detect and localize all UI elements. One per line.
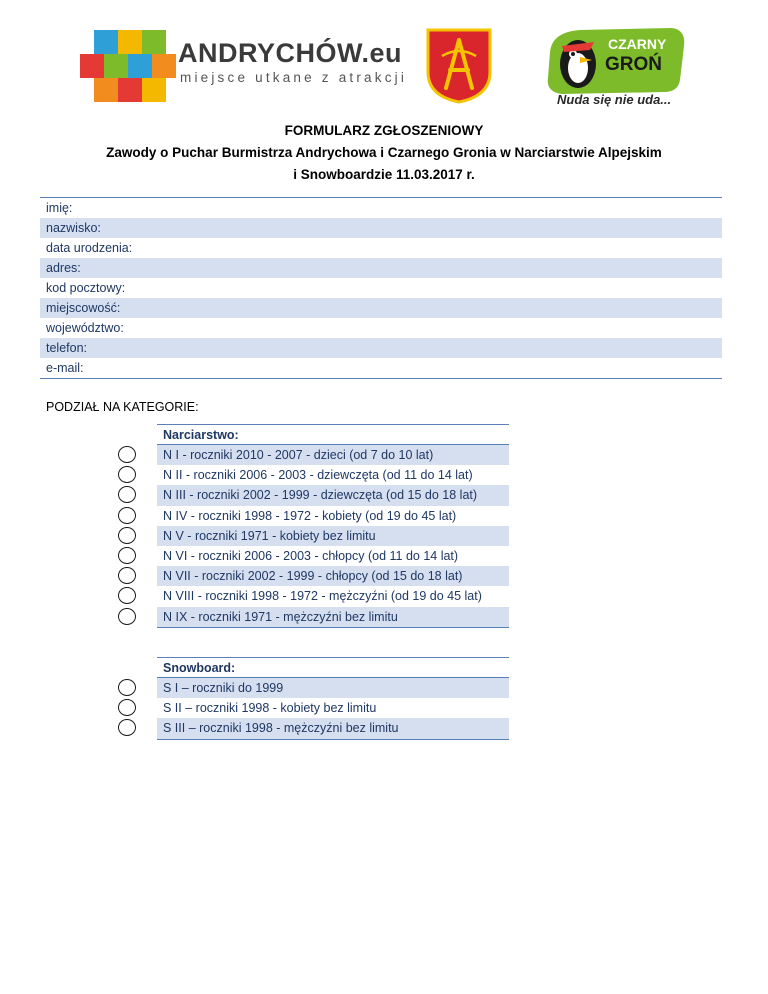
ski-option-circle[interactable]: [118, 527, 136, 544]
ski-category-row: N IV - roczniki 1998 - 1972 - kobiety (od 19 do 45 lat): [163, 508, 457, 523]
gron-line1: CZARNY: [608, 36, 667, 52]
categories-label: PODZIAŁ NA KATEGORIE:: [46, 400, 199, 414]
field-last-name[interactable]: nazwisko:: [40, 218, 722, 238]
snowboard-checkboxes: [118, 679, 140, 740]
field-voivodeship[interactable]: województwo:: [46, 321, 124, 335]
brand-title: ANDRYCHÓW.eu: [178, 38, 403, 68]
personal-data-table: [40, 197, 722, 379]
ski-category-row: N VIII - roczniki 1998 - 1972 - mężczyźni (od 19 do 45 lat): [163, 589, 482, 604]
ski-category-row: N IX - roczniki 1971 - mężczyźni bez limitu: [157, 607, 509, 627]
ski-option-circle[interactable]: [118, 608, 136, 625]
ski-category-row: N VI - roczniki 2006 - 2003 - chłopcy (od 11 do 14 lat): [163, 548, 459, 563]
field-birth-date[interactable]: data urodzenia:: [46, 241, 133, 255]
event-title-line1: Zawody o Puchar Burmistrza Andrychowa i Czarnego Gronia w Narciarstwie Alpejskim: [106, 145, 662, 160]
snowboard-categories-table: [157, 657, 509, 740]
field-postal-code[interactable]: kod pocztowy:: [46, 281, 126, 295]
ski-option-circle[interactable]: [118, 547, 136, 564]
snowboard-category-row: S III – roczniki 1998 - mężczyźni bez limitu: [157, 718, 509, 738]
snowboard-option-circle[interactable]: [118, 679, 136, 696]
field-address[interactable]: adres:: [40, 258, 722, 278]
snowboard-category-row: S I – roczniki do 1999: [157, 678, 509, 698]
snowboard-header: Snowboard:: [157, 658, 509, 678]
ski-category-row: N VII - roczniki 2002 - 1999 - chłopcy (od 15 do 18 lat): [157, 566, 509, 586]
ski-option-circle[interactable]: [118, 486, 136, 503]
field-email[interactable]: e-mail:: [46, 361, 84, 375]
event-title-line2: i Snowboardzie 11.03.2017 r.: [293, 167, 475, 182]
snowboard-category-row: S II – roczniki 1998 - kobiety bez limitu: [163, 701, 377, 716]
field-city[interactable]: miejscowość:: [40, 298, 722, 318]
ski-category-row: N I - roczniki 2010 - 2007 - dzieci (od 7 do 10 lat): [157, 445, 509, 465]
ski-category-row: N II - roczniki 2006 - 2003 - dziewczęta (od 11 do 14 lat): [163, 468, 473, 483]
gron-line2: GROŃ: [605, 54, 662, 75]
ski-option-circle[interactable]: [118, 507, 136, 524]
form-title: FORMULARZ ZGŁOSZENIOWY: [284, 123, 484, 138]
snowboard-option-circle[interactable]: [118, 719, 136, 736]
field-first-name[interactable]: imię:: [46, 201, 73, 215]
gron-tagline: Nuda się nie uda...: [557, 92, 672, 107]
town-crest-icon: [424, 26, 494, 104]
ski-categories-table: [157, 424, 509, 628]
ski-category-row: N V - roczniki 1971 - kobiety bez limitu: [157, 526, 509, 546]
ski-option-circle[interactable]: [118, 466, 136, 483]
ski-header: Narciarstwo:: [157, 425, 509, 445]
ski-checkboxes: [118, 446, 140, 628]
brand-subtitle: miejsce utkane z atrakcji: [180, 70, 408, 85]
page-header: [0, 0, 768, 115]
field-phone[interactable]: telefon:: [40, 338, 722, 358]
snowboard-option-circle[interactable]: [118, 699, 136, 716]
ski-option-circle[interactable]: [118, 446, 136, 463]
form-titles: [0, 120, 768, 186]
ski-category-row: N III - roczniki 2002 - 1999 - dziewczęta (od 15 do 18 lat): [157, 485, 509, 505]
ski-option-circle[interactable]: [118, 587, 136, 604]
ski-option-circle[interactable]: [118, 567, 136, 584]
